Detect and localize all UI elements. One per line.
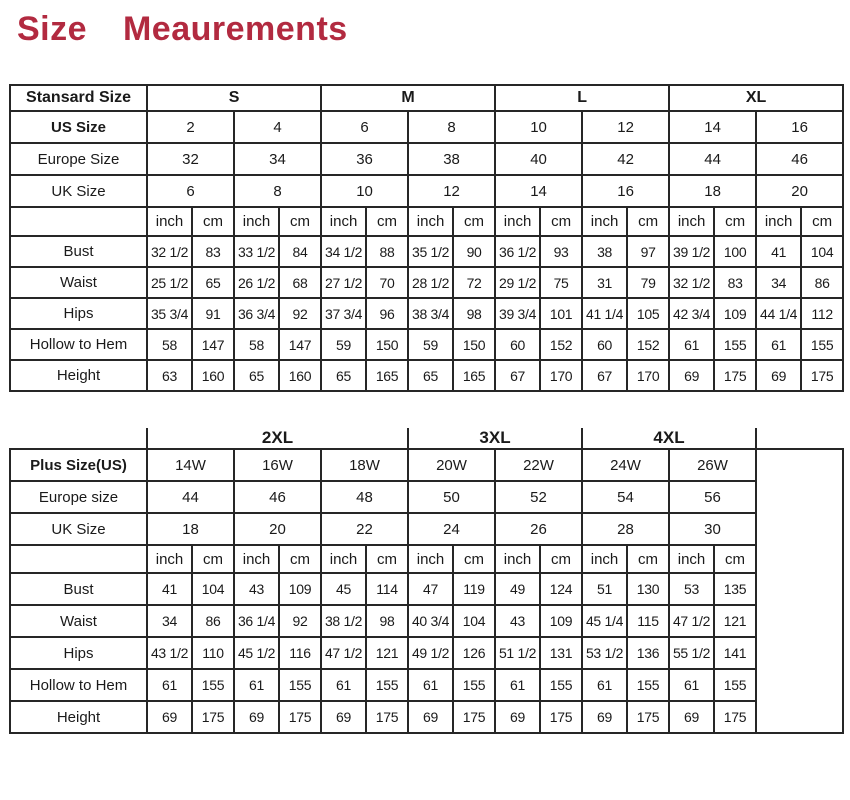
measure-value-cm: 96: [366, 298, 408, 329]
measure-value-inch: 25 1/2: [147, 267, 192, 298]
measure-value-inch: 65: [234, 360, 279, 391]
measure-value-inch: 58: [234, 329, 279, 360]
measure-value-inch: 69: [756, 360, 801, 391]
measure-value-inch: 43 1/2: [147, 637, 192, 669]
unit-label-inch: inch: [582, 207, 627, 236]
measure-value-cm: 112: [801, 298, 843, 329]
row-label: Plus Size(US): [10, 449, 147, 481]
measure-value-inch: 63: [147, 360, 192, 391]
unit-label-cm: cm: [366, 545, 408, 573]
row-label: Hips: [10, 637, 147, 669]
measure-value-cm: 160: [192, 360, 234, 391]
measure-value-cm: 152: [540, 329, 582, 360]
unit-label-cm: cm: [627, 545, 669, 573]
measure-value-cm: 175: [453, 701, 495, 733]
size-value: 20: [234, 513, 321, 545]
measure-value-inch: 69: [669, 360, 714, 391]
size-value: 26: [495, 513, 582, 545]
measure-value-cm: 90: [453, 236, 495, 267]
size-value: 52: [495, 481, 582, 513]
size-value: 44: [669, 143, 756, 175]
size-value: 42: [582, 143, 669, 175]
measure-value-inch: 59: [408, 329, 453, 360]
unit-label-cm: cm: [192, 207, 234, 236]
size-value: 32: [147, 143, 234, 175]
row-label: UK Size: [10, 513, 147, 545]
size-value: 46: [756, 143, 843, 175]
row-label: Waist: [10, 267, 147, 298]
size-value: 30: [669, 513, 756, 545]
size-value: 26W: [669, 449, 756, 481]
measure-value-cm: 155: [453, 669, 495, 701]
measure-value-inch: 29 1/2: [495, 267, 540, 298]
size-value: 8: [408, 111, 495, 143]
measure-value-cm: 115: [627, 605, 669, 637]
measure-value-cm: 175: [192, 701, 234, 733]
measure-value-cm: 136: [627, 637, 669, 669]
unit-label-inch: inch: [147, 545, 192, 573]
measure-value-inch: 45 1/4: [582, 605, 627, 637]
size-value: 14: [495, 175, 582, 207]
unit-label-cm: cm: [366, 207, 408, 236]
measure-value-inch: 42 3/4: [669, 298, 714, 329]
measure-value-inch: 60: [582, 329, 627, 360]
measure-value-cm: 135: [714, 573, 756, 605]
measure-value-inch: 37 3/4: [321, 298, 366, 329]
measure-value-cm: 155: [540, 669, 582, 701]
measure-value-inch: 31: [582, 267, 627, 298]
unit-label-cm: cm: [540, 207, 582, 236]
size-group-header: 3XL: [408, 428, 582, 449]
measure-value-cm: 155: [714, 329, 756, 360]
measure-value-cm: 91: [192, 298, 234, 329]
unit-label-cm: cm: [279, 545, 321, 573]
measure-value-inch: 38: [582, 236, 627, 267]
size-value: 4: [234, 111, 321, 143]
measure-value-cm: 104: [801, 236, 843, 267]
measure-value-inch: 65: [408, 360, 453, 391]
measure-value-inch: 61: [408, 669, 453, 701]
row-label: Bust: [10, 573, 147, 605]
measure-value-cm: 152: [627, 329, 669, 360]
page-title: Size Meaurements: [17, 10, 348, 48]
size-value: 12: [582, 111, 669, 143]
unit-label-cm: cm: [801, 207, 843, 236]
measure-value-cm: 83: [192, 236, 234, 267]
size-value: 44: [147, 481, 234, 513]
measure-value-cm: 147: [192, 329, 234, 360]
spacer-cell: [10, 428, 147, 449]
measure-value-cm: 124: [540, 573, 582, 605]
measure-value-inch: 69: [582, 701, 627, 733]
size-value: 10: [321, 175, 408, 207]
unit-label-cm: cm: [540, 545, 582, 573]
measure-value-cm: 130: [627, 573, 669, 605]
size-value: 22: [321, 513, 408, 545]
size-value: 20: [756, 175, 843, 207]
measure-value-inch: 65: [321, 360, 366, 391]
measure-value-inch: 26 1/2: [234, 267, 279, 298]
size-group-header: M: [321, 85, 495, 111]
measure-value-inch: 45: [321, 573, 366, 605]
measure-value-cm: 116: [279, 637, 321, 669]
size-value: 16: [582, 175, 669, 207]
measure-value-cm: 126: [453, 637, 495, 669]
measure-value-inch: 34: [756, 267, 801, 298]
measure-value-inch: 43: [495, 605, 540, 637]
measure-value-inch: 41: [756, 236, 801, 267]
measure-value-cm: 155: [192, 669, 234, 701]
unit-label-inch: inch: [669, 545, 714, 573]
unit-label-cm: cm: [627, 207, 669, 236]
measure-value-inch: 41 1/4: [582, 298, 627, 329]
measure-value-cm: 84: [279, 236, 321, 267]
measure-value-inch: 34: [147, 605, 192, 637]
size-value: 10: [495, 111, 582, 143]
measure-value-cm: 141: [714, 637, 756, 669]
measure-value-cm: 131: [540, 637, 582, 669]
measure-value-cm: 175: [801, 360, 843, 391]
size-value: 56: [669, 481, 756, 513]
measure-value-cm: 155: [801, 329, 843, 360]
size-value: 6: [321, 111, 408, 143]
unit-label-inch: inch: [147, 207, 192, 236]
measure-value-cm: 114: [366, 573, 408, 605]
row-label: Hollow to Hem: [10, 329, 147, 360]
measure-value-cm: 160: [279, 360, 321, 391]
size-value: 12: [408, 175, 495, 207]
measure-value-inch: 67: [582, 360, 627, 391]
measure-value-inch: 39 1/2: [669, 236, 714, 267]
measure-value-cm: 79: [627, 267, 669, 298]
measure-value-inch: 45 1/2: [234, 637, 279, 669]
measure-value-inch: 69: [495, 701, 540, 733]
plus-size-table: [9, 428, 844, 734]
unit-label-cm: cm: [453, 545, 495, 573]
size-group-header: XL: [669, 85, 843, 111]
size-value: 18: [669, 175, 756, 207]
size-value: 40: [495, 143, 582, 175]
measure-value-inch: 35 1/2: [408, 236, 453, 267]
measure-value-cm: 150: [453, 329, 495, 360]
size-value: 28: [582, 513, 669, 545]
measure-value-inch: 51: [582, 573, 627, 605]
unit-label-inch: inch: [582, 545, 627, 573]
measure-value-cm: 88: [366, 236, 408, 267]
measure-value-inch: 61: [582, 669, 627, 701]
unit-label-cm: cm: [453, 207, 495, 236]
measure-value-inch: 53 1/2: [582, 637, 627, 669]
size-value: 14: [669, 111, 756, 143]
measure-value-cm: 155: [714, 669, 756, 701]
measure-value-inch: 53: [669, 573, 714, 605]
measure-value-cm: 155: [366, 669, 408, 701]
row-label: Hips: [10, 298, 147, 329]
measure-value-cm: 155: [627, 669, 669, 701]
row-label: Hollow to Hem: [10, 669, 147, 701]
measure-value-cm: 121: [366, 637, 408, 669]
size-value: 36: [321, 143, 408, 175]
unit-label-inch: inch: [408, 545, 453, 573]
measure-value-cm: 105: [627, 298, 669, 329]
size-value: 6: [147, 175, 234, 207]
measure-value-cm: 86: [192, 605, 234, 637]
measure-value-inch: 36 1/4: [234, 605, 279, 637]
measure-value-cm: 170: [540, 360, 582, 391]
measure-value-inch: 33 1/2: [234, 236, 279, 267]
measure-value-cm: 109: [714, 298, 756, 329]
measure-value-inch: 51 1/2: [495, 637, 540, 669]
measure-value-cm: 98: [453, 298, 495, 329]
measure-value-inch: 44 1/4: [756, 298, 801, 329]
measure-value-cm: 75: [540, 267, 582, 298]
measure-value-cm: 110: [192, 637, 234, 669]
size-value: 18W: [321, 449, 408, 481]
size-value: 50: [408, 481, 495, 513]
measure-value-cm: 109: [279, 573, 321, 605]
unit-label-cm: cm: [714, 545, 756, 573]
measure-value-inch: 41: [147, 573, 192, 605]
size-value: 8: [234, 175, 321, 207]
unit-label-inch: inch: [669, 207, 714, 236]
measure-value-cm: 101: [540, 298, 582, 329]
measure-value-inch: 39 3/4: [495, 298, 540, 329]
measure-value-inch: 27 1/2: [321, 267, 366, 298]
measure-value-cm: 165: [453, 360, 495, 391]
standard-table-body: [10, 85, 843, 391]
measure-value-inch: 34 1/2: [321, 236, 366, 267]
unit-label-cm: cm: [192, 545, 234, 573]
row-label: Height: [10, 360, 147, 391]
plus-table-body: [10, 428, 843, 733]
unit-label-inch: inch: [234, 545, 279, 573]
row-label: Waist: [10, 605, 147, 637]
unit-label-inch: inch: [234, 207, 279, 236]
measure-value-inch: 59: [321, 329, 366, 360]
measure-value-cm: 100: [714, 236, 756, 267]
row-label: Bust: [10, 236, 147, 267]
size-value: 16: [756, 111, 843, 143]
measure-value-cm: 68: [279, 267, 321, 298]
measure-value-cm: 109: [540, 605, 582, 637]
size-value: 48: [321, 481, 408, 513]
measure-value-cm: 92: [279, 605, 321, 637]
corner-label: Stansard Size: [10, 85, 147, 111]
size-value: 16W: [234, 449, 321, 481]
measure-value-cm: 65: [192, 267, 234, 298]
measure-value-inch: 58: [147, 329, 192, 360]
size-value: 2: [147, 111, 234, 143]
measure-value-inch: 47 1/2: [321, 637, 366, 669]
unit-row-spacer: [10, 545, 147, 573]
measure-value-cm: 119: [453, 573, 495, 605]
measure-value-cm: 83: [714, 267, 756, 298]
measure-value-cm: 147: [279, 329, 321, 360]
measure-value-inch: 69: [147, 701, 192, 733]
measure-value-cm: 104: [453, 605, 495, 637]
measure-value-inch: 67: [495, 360, 540, 391]
measure-value-inch: 61: [669, 329, 714, 360]
measure-value-inch: 43: [234, 573, 279, 605]
measure-value-cm: 72: [453, 267, 495, 298]
measure-value-cm: 121: [714, 605, 756, 637]
unit-row-spacer: [10, 207, 147, 236]
measure-value-inch: 32 1/2: [669, 267, 714, 298]
row-label: Europe Size: [10, 143, 147, 175]
measure-value-cm: 155: [279, 669, 321, 701]
measure-value-inch: 47: [408, 573, 453, 605]
measure-value-inch: 28 1/2: [408, 267, 453, 298]
unit-label-inch: inch: [408, 207, 453, 236]
row-label: Europe size: [10, 481, 147, 513]
measure-value-inch: 60: [495, 329, 540, 360]
measure-value-inch: 69: [669, 701, 714, 733]
measure-value-inch: 61: [669, 669, 714, 701]
unit-label-cm: cm: [279, 207, 321, 236]
measure-value-cm: 175: [540, 701, 582, 733]
standard-size-table: [9, 84, 844, 392]
size-value: 24W: [582, 449, 669, 481]
measure-value-cm: 93: [540, 236, 582, 267]
size-value: 34: [234, 143, 321, 175]
measure-value-cm: 175: [714, 701, 756, 733]
size-group-header: 4XL: [582, 428, 756, 449]
size-value: 22W: [495, 449, 582, 481]
unit-label-inch: inch: [321, 207, 366, 236]
measure-value-cm: 92: [279, 298, 321, 329]
measure-value-inch: 55 1/2: [669, 637, 714, 669]
unit-label-cm: cm: [714, 207, 756, 236]
measure-value-inch: 49: [495, 573, 540, 605]
size-value: 18: [147, 513, 234, 545]
measure-value-inch: 61: [234, 669, 279, 701]
size-value: 46: [234, 481, 321, 513]
measure-value-inch: 61: [147, 669, 192, 701]
measure-value-cm: 104: [192, 573, 234, 605]
measure-value-cm: 97: [627, 236, 669, 267]
measure-value-cm: 165: [366, 360, 408, 391]
measure-value-inch: 61: [495, 669, 540, 701]
size-value: 20W: [408, 449, 495, 481]
measure-value-cm: 150: [366, 329, 408, 360]
measure-value-cm: 170: [627, 360, 669, 391]
measure-value-cm: 175: [366, 701, 408, 733]
row-label: Height: [10, 701, 147, 733]
measure-value-inch: 35 3/4: [147, 298, 192, 329]
unit-label-inch: inch: [495, 207, 540, 236]
measure-value-cm: 98: [366, 605, 408, 637]
measure-value-inch: 69: [408, 701, 453, 733]
unit-label-inch: inch: [321, 545, 366, 573]
measure-value-inch: 38 3/4: [408, 298, 453, 329]
measure-value-inch: 61: [321, 669, 366, 701]
measure-value-inch: 40 3/4: [408, 605, 453, 637]
unit-label-inch: inch: [756, 207, 801, 236]
measure-value-inch: 32 1/2: [147, 236, 192, 267]
measure-value-inch: 69: [321, 701, 366, 733]
measure-value-cm: 175: [279, 701, 321, 733]
measure-value-inch: 47 1/2: [669, 605, 714, 637]
size-value: 54: [582, 481, 669, 513]
measure-value-inch: 49 1/2: [408, 637, 453, 669]
measure-value-cm: 70: [366, 267, 408, 298]
size-group-header: S: [147, 85, 321, 111]
empty-column-cell: [756, 449, 843, 733]
size-group-header: 2XL: [147, 428, 408, 449]
unit-label-inch: inch: [495, 545, 540, 573]
measure-value-inch: 36 3/4: [234, 298, 279, 329]
size-value: 24: [408, 513, 495, 545]
measure-value-cm: 86: [801, 267, 843, 298]
row-label: UK Size: [10, 175, 147, 207]
measure-value-inch: 61: [756, 329, 801, 360]
measure-value-inch: 69: [234, 701, 279, 733]
size-value: 38: [408, 143, 495, 175]
size-value: 14W: [147, 449, 234, 481]
measure-value-inch: 38 1/2: [321, 605, 366, 637]
size-group-header: L: [495, 85, 669, 111]
measure-value-cm: 175: [714, 360, 756, 391]
row-label: US Size: [10, 111, 147, 143]
measure-value-inch: 36 1/2: [495, 236, 540, 267]
measure-value-cm: 175: [627, 701, 669, 733]
